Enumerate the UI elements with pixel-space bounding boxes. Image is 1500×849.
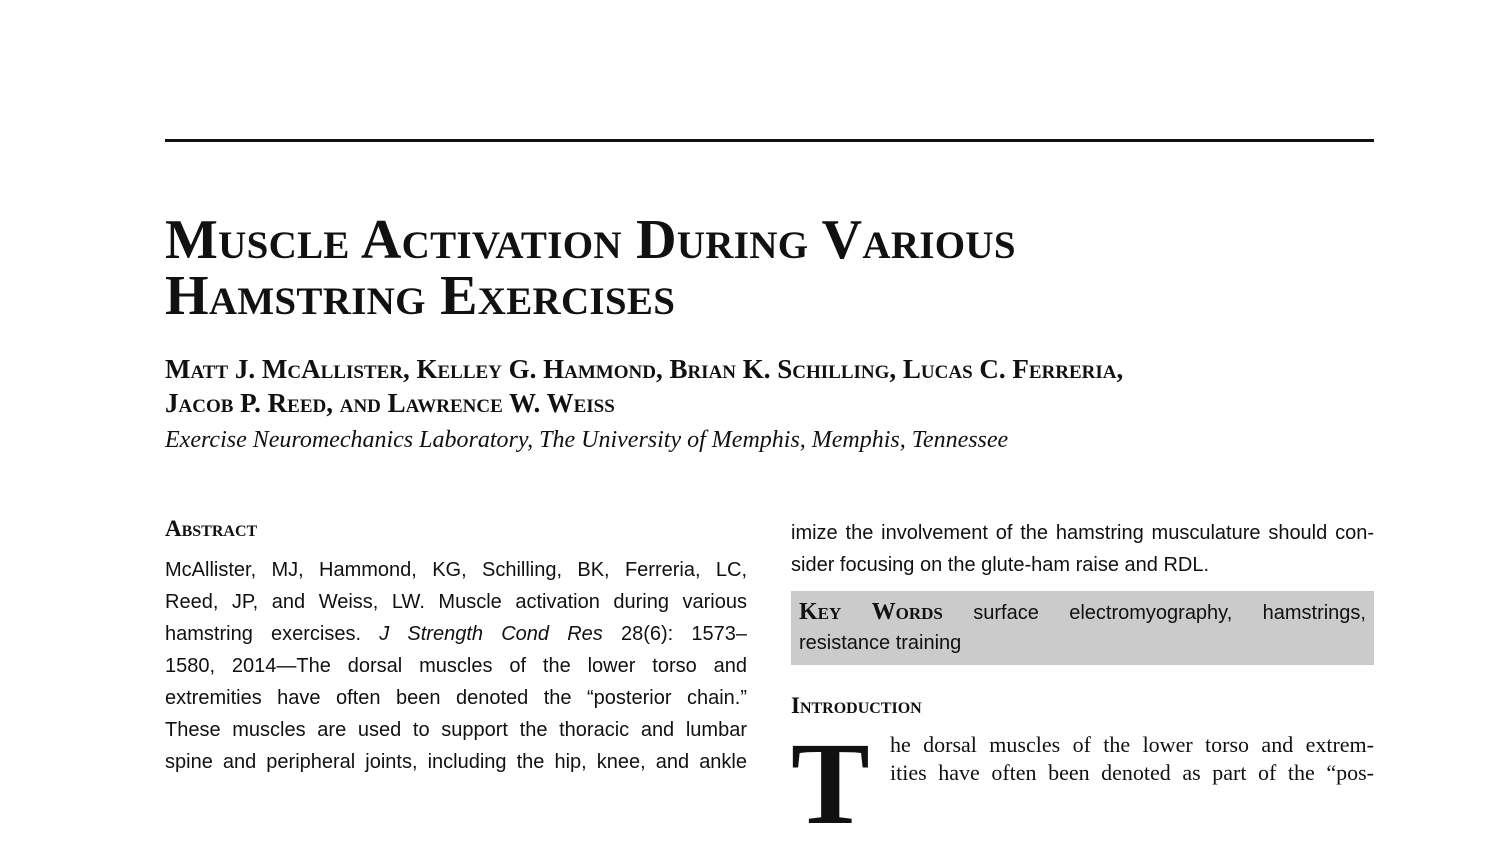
- abstract-line: sider focusing on the glute-ham raise and RDL.: [791, 554, 1210, 576]
- key-words-line: resistance training: [799, 632, 962, 654]
- drop-cap: T: [791, 718, 870, 849]
- key-words-box: [791, 591, 1374, 665]
- key-words-text: surface electromyography, hamstrings,: [973, 602, 1366, 624]
- intro-line: ities have often been denoted as part of the “pos-: [890, 760, 1374, 785]
- abstract-line: 1580, 2014—The dorsal muscles of the lower torso and: [165, 655, 747, 677]
- abstract-line: imize the involvement of the hamstring musculature should con-: [791, 522, 1374, 544]
- abstract-heading: Abstract: [165, 516, 258, 541]
- abstract-text: hamstring exercises.: [165, 623, 362, 645]
- authors-line: Jacob P. Reed, and Lawrence W. Weiss: [165, 388, 615, 418]
- intro-line: he dorsal muscles of the lower torso and extrem-: [890, 732, 1374, 757]
- header-rule: [165, 139, 1374, 142]
- authors-line: Matt J. McAllister, Kelley G. Hammond, Brian K. Schilling, Lucas C. Ferreria,: [165, 354, 1124, 384]
- abstract-text: 28(6): 1573–: [620, 623, 747, 645]
- key-words-line: [799, 597, 1366, 628]
- abstract-line: extremities have often been denoted the “posterior chain.”: [165, 687, 747, 709]
- abstract-line: These muscles are used to support the thoracic and lumbar: [165, 719, 747, 741]
- affiliation: Exercise Neuromechanics Laboratory, The University of Memphis, Memphis, Tennessee: [165, 427, 1009, 453]
- abstract-line: Reed, JP, and Weiss, LW. Muscle activation during various: [165, 591, 747, 613]
- left-column: [165, 514, 747, 778]
- key-words-label: Key Words: [799, 599, 943, 625]
- abstract-line: [165, 618, 747, 650]
- title-line: Muscle Activation During Various: [165, 209, 1016, 271]
- journal-name: J Strength Cond Res: [379, 623, 603, 645]
- article-title: [165, 209, 1016, 327]
- right-column: [791, 517, 1374, 849]
- introduction-heading: Introduction: [791, 693, 922, 718]
- introduction-body: [791, 718, 1374, 849]
- abstract-line: McAllister, MJ, Hammond, KG, Schilling, BK, Ferreria, LC,: [165, 559, 747, 581]
- abstract-line: spine and peripheral joints, including the hip, knee, and ankle: [165, 751, 747, 773]
- title-line: Hamstring Exercises: [165, 265, 676, 327]
- author-list: [165, 352, 1123, 420]
